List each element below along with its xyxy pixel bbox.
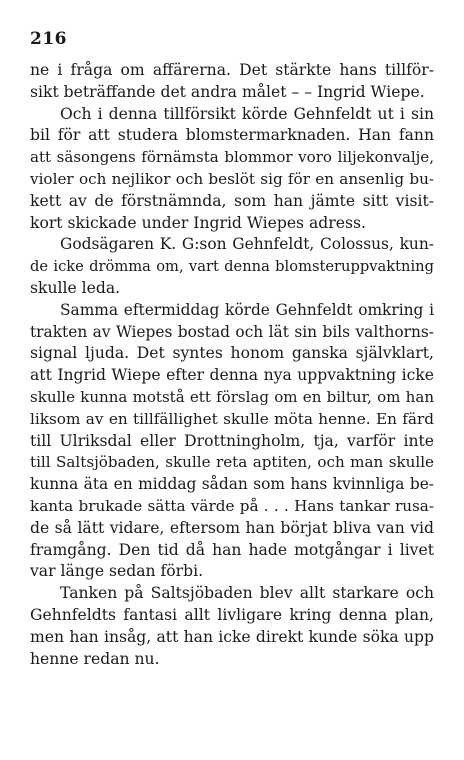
text-line: ne i fråga om affärerna. Det stärkte hans tillför- [30,61,434,79]
text-line: Tanken på Saltsjöbaden blev allt starkare och [60,584,434,603]
text-line: de icke drömma om, vart denna blomsteruppvaktning [30,258,434,276]
text-line: till Ulriksdal eller Drottningholm, tja, varför inte [30,431,434,450]
text-line: att Ingrid Wiepe efter denna nya uppvaktning icke [30,366,434,385]
text-line: henne redan nu. [30,649,160,668]
text-line: kunna äta en middag sådan som hans kvinnliga be- [30,475,434,494]
text-line: violer och nejlikor och beslöt sig för en ansenlig bu- [30,169,434,188]
text-line: var länge sedan förbi. [30,562,204,581]
text-line: till Saltsjöbaden, skulle reta aptiten, och man skulle [30,453,434,472]
text-line: trakten av Wiepes bostad och lät sin bils valthorns- [30,322,434,341]
text-line: framgång. Den tid då han hade motgångar i livet [30,540,434,559]
text-line: Godsägaren K. G:son Gehnfeldt, Colossus, kun- [60,235,434,254]
page-number: 216 [30,29,67,49]
text-line: Samma eftermiddag körde Gehnfeldt omkring i [60,300,434,319]
text-line: sikt beträffande det andra målet – – Ingrid Wiepe. [30,82,425,101]
text-line: kett av de förstnämnda, som han jämte sitt visit- [30,191,434,210]
text-line: kort skickade under Ingrid Wiepes adress. [30,213,366,232]
text-line: kanta brukade sätta värde på . . . Hans tankar rusa- [30,496,434,515]
text-line: att säsongens förnämsta blommor voro liljekonvalje, [30,148,434,167]
body-text [30,60,434,670]
text-line: liksom av en tillfällighet skulle möta henne. En färd [30,409,434,428]
text-line: bil för att studera blomstermarknaden. Han fann [30,126,434,145]
text-line: skulle leda. [30,278,121,297]
text-line: men han insåg, att han icke direkt kunde söka upp [30,627,434,646]
text-line: signal ljuda. Det syntes honom ganska självklart, [30,344,434,363]
text-line: de så lätt vidare, eftersom han börjat bliva van vid [30,518,434,537]
text-line: skulle kunna motstå ett förslag om en biltur, om han [30,387,434,406]
text-line: Gehnfeldts fantasi allt livligare kring denna plan, [30,605,434,624]
text-line: Och i denna tillförsikt körde Gehnfeldt ut i sin [60,104,434,123]
